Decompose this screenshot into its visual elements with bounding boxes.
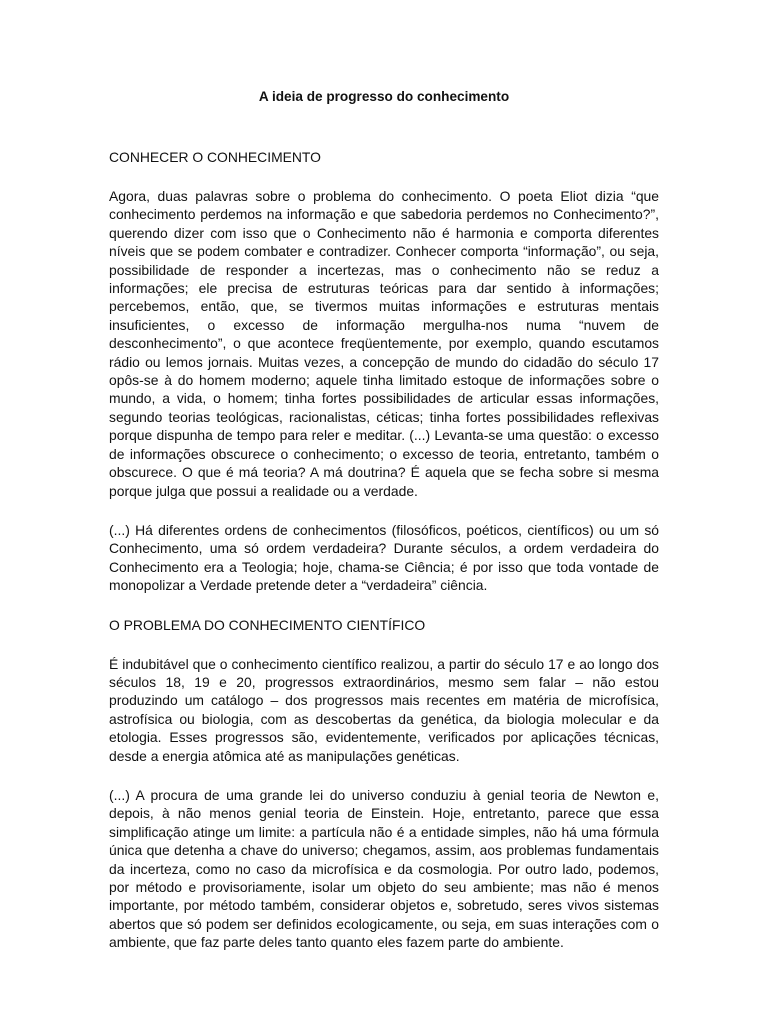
section-heading-problema-cientifico: O PROBLEMA DO CONHECIMENTO CIENTÍFICO bbox=[109, 616, 426, 633]
document-title: A ideia de progresso do conhecimento bbox=[258, 89, 510, 104]
section-heading-conhecer: CONHECER O CONHECIMENTO bbox=[109, 149, 321, 165]
paragraph: É indubitável que o conhecimento científico realizou, a partir do século 17 e ao longo dos séculos 18, 19 e 20, progressos extraordinários, mesmo sem falar – não estou produzindo um catálogo – dos progressos mais recentes em matéria de microfísica, astrofísica ou biologia, com as descobertas da genética, da biologia molecular e da etologia. Esses progressos são, evidentemente, verificados por aplicações técnicas, desde a energia atômica até as manipulações genéticas. bbox=[109, 655, 659, 764]
paragraph: (...) A procura de uma grande lei do universo conduziu à genial teoria de Newton e, depois, à não menos genial teoria de Einstein. Hoje, entretanto, parece que essa simplificação atinge um limite: a partícula não é a entidade simples, não há uma fórmula única que detenha a chave do universo; chegamos, assim, aos problemas fundamentais da incerteza, como no caso da microfísica e da cosmologia. Por outro lado, podemos, por método e provisoriamente, isolar um objeto do seu ambiente; mas não é menos importante, por método também, considerar objetos e, sobretudo, seres vivos sistemas abertos que só podem ser definidos ecologicamente, ou seja, em suas interações com o ambiente, que faz parte deles tanto quanto eles fazem parte do ambiente. bbox=[109, 786, 659, 951]
document-body bbox=[109, 88, 659, 952]
paragraph: Agora, duas palavras sobre o problema do conhecimento. O poeta Eliot dizia “que conhecimento perdemos na informação e que sabedoria perdemos no Conhecimento?”, querendo dizer com isso que o Conhecimento não é harmonia e comporta diferentes níveis que se podem combater e contradizer. Conhecer comporta “informação”, ou seja, possibilidade de responder a incertezas, mas o conhecimento não se reduz a informações; ele precisa de estruturas teóricas para dar sentido à informações; percebemos, então, que, se tivermos muitas informações e estruturas mentais insuficientes, o excesso de informação mergulha-nos numa “nuvem de desconhecimento”, o que acontece freqüentemente, por exemplo, quando escutamos rádio ou lemos jornais. Muitas vezes, a concepção de mundo do cidadão do século 17 opôs-se à do homem moderno; aquele tinha limitado estoque de informações sobre o mundo, a vida, o homem; tinha fortes possibilidades de articular essas informações, segundo teorias teológicas, racionalistas, céticas; tinha fortes possibilidades reflexivas porque dispunha de tempo para reler e meditar. (...) Levanta-se uma questão: o excesso de informações obscurece o conhecimento; o excesso de teoria, entretanto, também o obscurece. O que é má teoria? A má doutrina? É aquela que se fecha sobre si mesma porque julga que possui a realidade ou a verdade. bbox=[109, 188, 659, 499]
paragraph: (...) Há diferentes ordens de conhecimentos (filosóficos, poéticos, científicos) ou um só Conhecimento, uma só ordem verdadeira? Durante séculos, a ordem verdadeira do Conhecimento era a Teologia; hoje, chama-se Ciência; é por isso que toda vontade de monopolizar a Verdade pretende deter a “verdadeira” ciência. bbox=[109, 521, 659, 594]
